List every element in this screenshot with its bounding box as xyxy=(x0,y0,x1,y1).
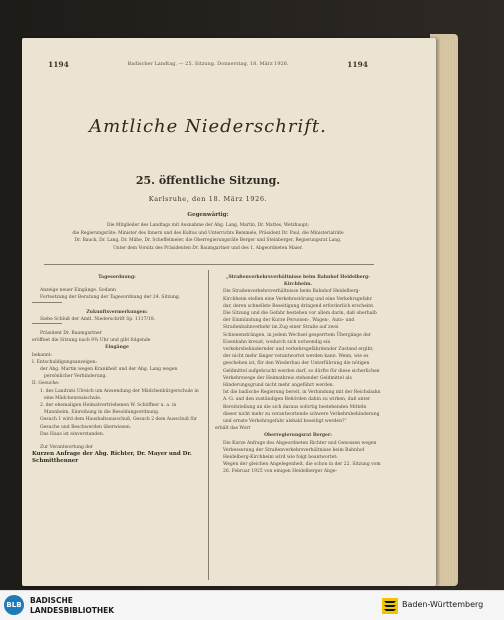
three-lions-coat-of-arms-icon xyxy=(380,596,400,616)
page-number-left: 1194 xyxy=(48,59,69,69)
blb-line1: BADISCHE xyxy=(30,596,73,605)
document-page xyxy=(22,38,436,586)
session-heading: 25. öffentliche Sitzung. xyxy=(135,174,281,187)
present-line: die Regierungsräte: Minister des Innern und des Kultus und Unterrichts Remmele, Präsident Dr. Paul, die Ministerialräte xyxy=(72,230,344,236)
section-divider xyxy=(44,264,374,265)
receipt-item: II. Gesuche: xyxy=(32,381,60,387)
receipts-intro: bekannt: xyxy=(32,352,53,358)
official-speaker: Oberregierungsrat Berger: xyxy=(264,433,332,439)
minutes-heading: Zukunftsvermerkungen: xyxy=(86,309,148,315)
agenda-line: Anzeige neuer Eingänge. Sodann xyxy=(40,288,116,294)
present-line: Die Mitglieder des Landtags mit Ausnahme der Abg. Lang, Martin, Dr. Mattes, Wetzhaupt; xyxy=(106,223,309,228)
document-title: Amtliche Niederschrift. xyxy=(89,116,327,137)
inquiry-title: Kurzen Anfrage der Abg. Richter, Dr. Mayer und Dr. Schmitthenner xyxy=(32,451,192,465)
present-heading: Gegenwärtig: xyxy=(187,212,229,218)
minutes-line: Siehe Schluß der Amtl. Niederschrift Sp. 1117/18. xyxy=(40,316,156,322)
inquiry-quote-heading: „Straßenverkehrsverhältnisse beim Bahnhof Heidelberg-Kirchheim. xyxy=(225,275,371,288)
page-number-right: 1194 xyxy=(347,59,368,69)
left-column xyxy=(32,274,202,466)
opening-line: eröffnet die Sitzung nach 9¾ Uhr und gibt folgende xyxy=(32,338,151,344)
blb-logo[interactable]: BLB xyxy=(4,595,24,615)
receipts-heading: Eingänge xyxy=(105,345,129,351)
answer-line: erhält das Wort xyxy=(215,426,251,432)
receipt-item: 2. der ehemaligen Heimatvertriebenen W. Schöffner u. a. in Mannheim, Einreihung in die Besoldungsordnung. xyxy=(40,403,177,416)
receipt-item: 1. des Landrats Ulreich um Anwendung der Mädchenbürgerschule in eine Mädchenrealschule. xyxy=(40,388,199,401)
continuation-line: Zur Verantwortung der xyxy=(40,445,93,451)
running-title: Badischer Landtag. — 25. Sitzung. Donnerstag, 18. März 1926. xyxy=(127,61,289,67)
answer-paragraph: Die Kurze Anfrage des Abgeordneten Richter und Genossen wegen Verbesserung der Straßenverkehrsverhältnisse beim Bahnhof Heidelberg-Kirchheim wird wie folgt beantwortet: xyxy=(223,440,377,461)
present-line: Dr. Bauck, Dr. Lang, Dr. Mühe, Dr. Scheffelmeier, die Oberregierungsräte Berger und Steinberger, Regierungsrat Lang. xyxy=(74,238,342,244)
receipt-item: der Abg. Martin wegen Krankheit und der Abg. Lang wegen persönlicher Verhinderung. xyxy=(40,367,178,380)
blb-wordmark[interactable] xyxy=(30,596,114,616)
president-line: Präsident Dr. Baumgartner xyxy=(40,331,102,337)
agenda-heading: Tagesordnung: xyxy=(98,275,136,280)
baden-wuerttemberg-label[interactable]: Baden-Württemberg xyxy=(402,600,484,609)
answer-paragraph: Wegen der gleichen Angelegenheit, die schon in der 22. Sitzung vom 26. Februar 1925 von einigen Heidelberger Abge- xyxy=(223,462,381,475)
inquiry-paragraph: Ist die badische Regierung bereit, in Verbindung mit der Reichsbahn A.-G. und den zuständigen Behörden dahin zu wirken, daß unter Bereitstellung an die sich daraus sofortig bestehenden Mitteln dieser nicht mehr zu verantwortende schwere Verkehrsbehinderung und ernste Verkehrsgefahr alsbald beseitigt werden?“ xyxy=(223,390,381,425)
right-column xyxy=(215,274,381,476)
page-header xyxy=(48,58,368,70)
agenda-line: Fortsetzung der Beratung der Tagesordnung der 24. Sitzung. xyxy=(40,295,181,301)
inquiry-paragraph: Die Straßenverkehrsverhältnisse beim Bahnhof Heidelberg-Kirchheim stellen eine Verkehrsstörung und eine Verkehrsgefahr dar, deren schnellste Beseitigung dringend erforderlich erscheint. Die Sitzung und die Gefahr bestehen vor allem darin, daß oberhalb der Einmündung der Kurze Personen-, Wagen-, Auto- und Straßenbahnverkehr im Zug einer Straße auf zwei Schienensträngen, in jedem Wechsel gesperrtem Übergänge der Eisenbahn kreuzt, wodurch sich notwendig ein verkehrsbehindernder und verkehrsgefährdender Zustand ergibt, der nicht mehr länger verantwortet werden kann. Wenn, wie es geschehen ist, für den Wiederbau der Unterführung die nötigen Geldmittel aufgebracht werden darf, so dürfte für diese sicherlichen Verkehrswege der Heimatkreis stehender Geldmittel als Hinderungsgrund nicht mehr angeführt werden. xyxy=(223,289,380,389)
column-rule xyxy=(208,270,209,580)
present-list xyxy=(40,222,376,252)
receipt-item: Das Haus ist einverstanden. xyxy=(40,431,105,437)
receipt-item: Gesuch 1 wird dem Haushaltsausschuß, Gesuch 2 dem Ausschuß für Gesuche und Beschwerden überwiesen. xyxy=(40,417,198,430)
date-line: Karlsruhe, den 18. März 1926. xyxy=(148,195,268,203)
receipt-item: I. Entschuldigungsanzeigen: xyxy=(32,359,97,365)
blb-line2: LANDESBIBLIOTHEK xyxy=(30,606,115,615)
viewer-footer xyxy=(0,590,504,620)
present-line: Unter dem Vorsitz des Präsidenten Dr. Baumgartner und des 1. Abgeordneten Maier. xyxy=(113,245,303,251)
